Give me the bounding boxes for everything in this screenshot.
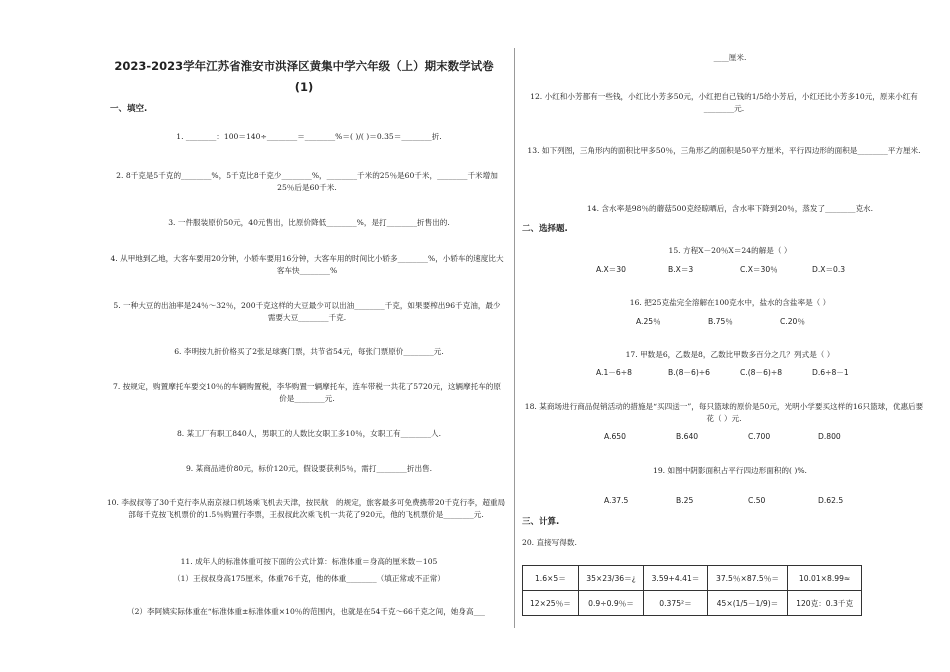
question-1: 1. ________：100＝140÷________＝________%＝( )/( )＝0.35＝________折. bbox=[176, 132, 442, 141]
question-20: 20. 直接写得数. bbox=[522, 538, 577, 547]
calc-row bbox=[523, 591, 862, 616]
question-5: 5. 一种大豆的出油率是24％～32％，200千克这样的大豆最少可以出油________千克，如果要榨出96千克油，最少需要大豆________千克. bbox=[113, 301, 501, 322]
question-7: 7. 按规定，购置摩托车要交10％的车辆购置税，李华购置一辆摩托车，连车带税一共花了5720元，这辆摩托车的原价是________元. bbox=[113, 382, 501, 403]
q18-option-c[interactable]: C.700 bbox=[748, 432, 771, 441]
question-9: 9. 某商品进价80元，标价120元，假设要获利5％，需打________折出售. bbox=[185, 464, 433, 473]
question-4: 4. 从甲地到乙地，大客车要用20分钟，小轿车要用16分钟，大客车用的时间比小轿多________%，小轿车的速度比大客车快________% bbox=[110, 254, 504, 275]
q16-option-b[interactable]: B.75％ bbox=[708, 317, 733, 326]
calc-cell: 0.9÷0.9％＝ bbox=[578, 591, 643, 616]
calc-table bbox=[522, 565, 862, 616]
q17-option-b[interactable]: B.(8－6)÷6 bbox=[668, 368, 710, 377]
calc-cell: 37.5％×87.5％＝ bbox=[707, 566, 787, 591]
calc-cell: 35×23/36＝¿ bbox=[578, 566, 643, 591]
q15-option-d[interactable]: D.X＝0.3 bbox=[812, 265, 846, 274]
q19-option-a[interactable]: A.37.5 bbox=[604, 496, 629, 505]
column-divider bbox=[514, 48, 515, 628]
question-13: 13. 如下列图，三角形内的面积比甲多50％，三角形乙的面积是50平方厘米，平行四边形的面积是________平方厘米. bbox=[527, 146, 921, 155]
calc-cell: 12×25％＝ bbox=[523, 591, 579, 616]
q17-option-d[interactable]: D.6÷8－1 bbox=[812, 368, 849, 377]
question-11-part-1: （1）王叔叔身高175厘米，体重76千克，他的体重________（填正常或不正常） bbox=[173, 574, 445, 583]
question-14: 14. 含水率是98％的蘑菇500克经晾晒后，含水率下降到20％，蒸发了________克水. bbox=[586, 204, 874, 213]
calc-cell: 0.375²＝ bbox=[644, 591, 707, 616]
calc-cell: 45×(1/5－1/9)＝ bbox=[707, 591, 787, 616]
question-3: 3. 一件服装原价50元，40元售出，比原价降低________%，是打________折售出的. bbox=[168, 218, 450, 227]
calc-row bbox=[523, 566, 862, 591]
q15-option-a[interactable]: A.X＝30 bbox=[596, 265, 626, 274]
q16-option-a[interactable]: A.25％ bbox=[636, 317, 661, 326]
q18-option-a[interactable]: A.650 bbox=[604, 432, 626, 441]
calc-cell: 10.01×8.99≈ bbox=[788, 566, 862, 591]
calc-cell: 3.59+4.41＝ bbox=[644, 566, 707, 591]
q19-option-b[interactable]: B.25 bbox=[676, 496, 694, 505]
question-16: 16. 把25克盐完全溶解在100克水中，盐水的含盐率是（ ） bbox=[629, 298, 831, 307]
question-19: 19. 如图中阴影面积占平行四边形面积的( )%. bbox=[653, 466, 807, 475]
question-18: 18. 某商场进行商品促销活动的措施是“买四送一”，每只篮球的原价是50元，光明小学要买这样的16只篮球，优惠后要花（ ）元. bbox=[524, 402, 924, 423]
q15-option-b[interactable]: B.X＝3 bbox=[668, 265, 694, 274]
question-11-continued: ____厘米. bbox=[713, 53, 747, 62]
question-11: 11. 成年人的标准体重可按下面的公式计算：标准体重＝身高的厘米数－105 bbox=[180, 557, 438, 566]
question-2: 2. 8千克是5千克的________%，5千克比8千克少________%，________千米的25％是60千米，________千米增加25％后是60千米. bbox=[116, 171, 498, 192]
calc-cell: 120克：0.3千克 bbox=[788, 591, 862, 616]
section-fill: 一、填空. bbox=[110, 104, 148, 114]
q17-option-c[interactable]: C.(8－6)÷8 bbox=[740, 368, 783, 377]
q18-option-b[interactable]: B.640 bbox=[676, 432, 699, 441]
q19-option-c[interactable]: C.50 bbox=[748, 496, 766, 505]
q15-option-c[interactable]: C.X＝30％ bbox=[740, 265, 778, 274]
question-11-part-2: （2）李阿姨实际体重在“标准体重±标准体重×10％的范围内，也就是在54千克～66千克之间，她身高___ bbox=[127, 607, 485, 616]
section-calc: 三、计算. bbox=[522, 517, 560, 527]
calc-cell: 1.6×5＝ bbox=[523, 566, 579, 591]
q16-option-c[interactable]: C.20％ bbox=[780, 317, 805, 326]
question-12: 12. 小红和小芳都有一些钱，小红比小芳多50元，小红把自己钱的1/5给小芳后，小红还比小芳多10元，原来小红有________元. bbox=[530, 92, 918, 113]
exam-title: 2023-2023学年江苏省淮安市洪泽区黄集中学六年级（上）期末数学试卷 bbox=[114, 59, 494, 73]
question-15: 15. 方程X－20％X＝24的解是（ ） bbox=[668, 246, 792, 255]
q19-option-d[interactable]: D.62.5 bbox=[818, 496, 844, 505]
exam-title-suffix: (1) bbox=[294, 80, 314, 94]
q18-option-d[interactable]: D.800 bbox=[818, 432, 841, 441]
question-8: 8. 某工厂有职工840人，男职工的人数比女职工多10％，女职工有________人. bbox=[176, 429, 442, 438]
question-17: 17. 甲数是6，乙数是8，乙数比甲数多百分之几？列式是（ ） bbox=[625, 350, 835, 359]
question-6: 6. 李明按九折价格买了2张足球赛门票，共节省54元，每张门票原价________元. bbox=[174, 347, 444, 356]
q17-option-a[interactable]: A.1－6÷8 bbox=[596, 368, 632, 377]
question-10: 10. 李叔叔等了30千克行李从南京禄口机场乘飞机去天津，按民航 的规定，旅客最多可免费携带20千克行李，超重局部每千克按飞机票价的1.5％购置行李票，王叔叔此次乘飞机一共花了920元，他的飞机票价是________元. bbox=[106, 498, 506, 519]
section-choice: 二、选择题. bbox=[522, 224, 568, 234]
